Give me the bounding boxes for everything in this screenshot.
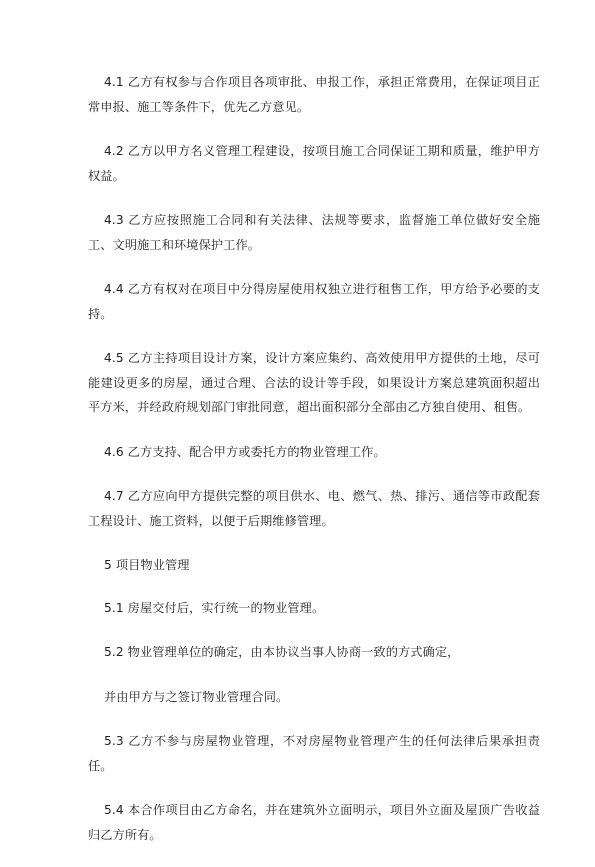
clause-4-5: 4.5 乙方主持项目设计方案，设计方案应集约、高效使用甲方提供的土地，尽可能建设更多的房屋，通过合理、合法的设计等手段，如果设计方案总建筑面积超出平方米，并经政府规划部门审批同意，超出面积部分全部由乙方独自使用、租售。 bbox=[88, 351, 540, 414]
section-5-heading: 5 项目物业管理 bbox=[104, 558, 190, 572]
clause-4-2: 4.2 乙方以甲方名义管理工程建设，按项目施工合同保证工期和质量，维护甲方权益。 bbox=[88, 144, 540, 183]
clause-4-3: 4.3 乙方应按照施工合同和有关法律、法规等要求，监督施工单位做好安全施工、文明施工和环境保护工作。 bbox=[88, 213, 540, 252]
clause-4-7: 4.7 乙方应向甲方提供完整的项目供水、电、燃气、热、排污、通信等市政配套工程设计、施工资料，以便于后期维修管理。 bbox=[88, 489, 540, 528]
clause-4-6: 4.6 乙方支持、配合甲方或委托方的物业管理工作。 bbox=[104, 444, 386, 459]
clause-5-4: 5.4 本合作项目由乙方命名，并在建筑外立面明示，项目外立面及屋顶广告收益归乙方所有。 bbox=[88, 803, 540, 842]
clause-5-2-continued: 并由甲方与之签订物业管理合同。 bbox=[104, 689, 289, 704]
clause-4-4: 4.4 乙方有权对在项目中分得房屋使用权独立进行租售工作，甲方给予必要的支持。 bbox=[88, 282, 540, 321]
clause-5-2: 5.2 物业管理单位的确定，由本协议当事人协商一致的方式确定， bbox=[104, 645, 460, 659]
clause-5-1: 5.1 房屋交付后，实行统一的物业管理。 bbox=[104, 600, 325, 615]
document-body bbox=[88, 70, 540, 867]
clause-4-1: 4.1 乙方有权参与合作项目各项审批、申报工作，承担正常费用，在保证项目正常申报、施工等条件下，优先乙方意见。 bbox=[88, 75, 540, 114]
clause-5-3: 5.3 乙方不参与房屋物业管理，不对房屋物业管理产生的任何法律后果承担责任。 bbox=[88, 734, 540, 773]
